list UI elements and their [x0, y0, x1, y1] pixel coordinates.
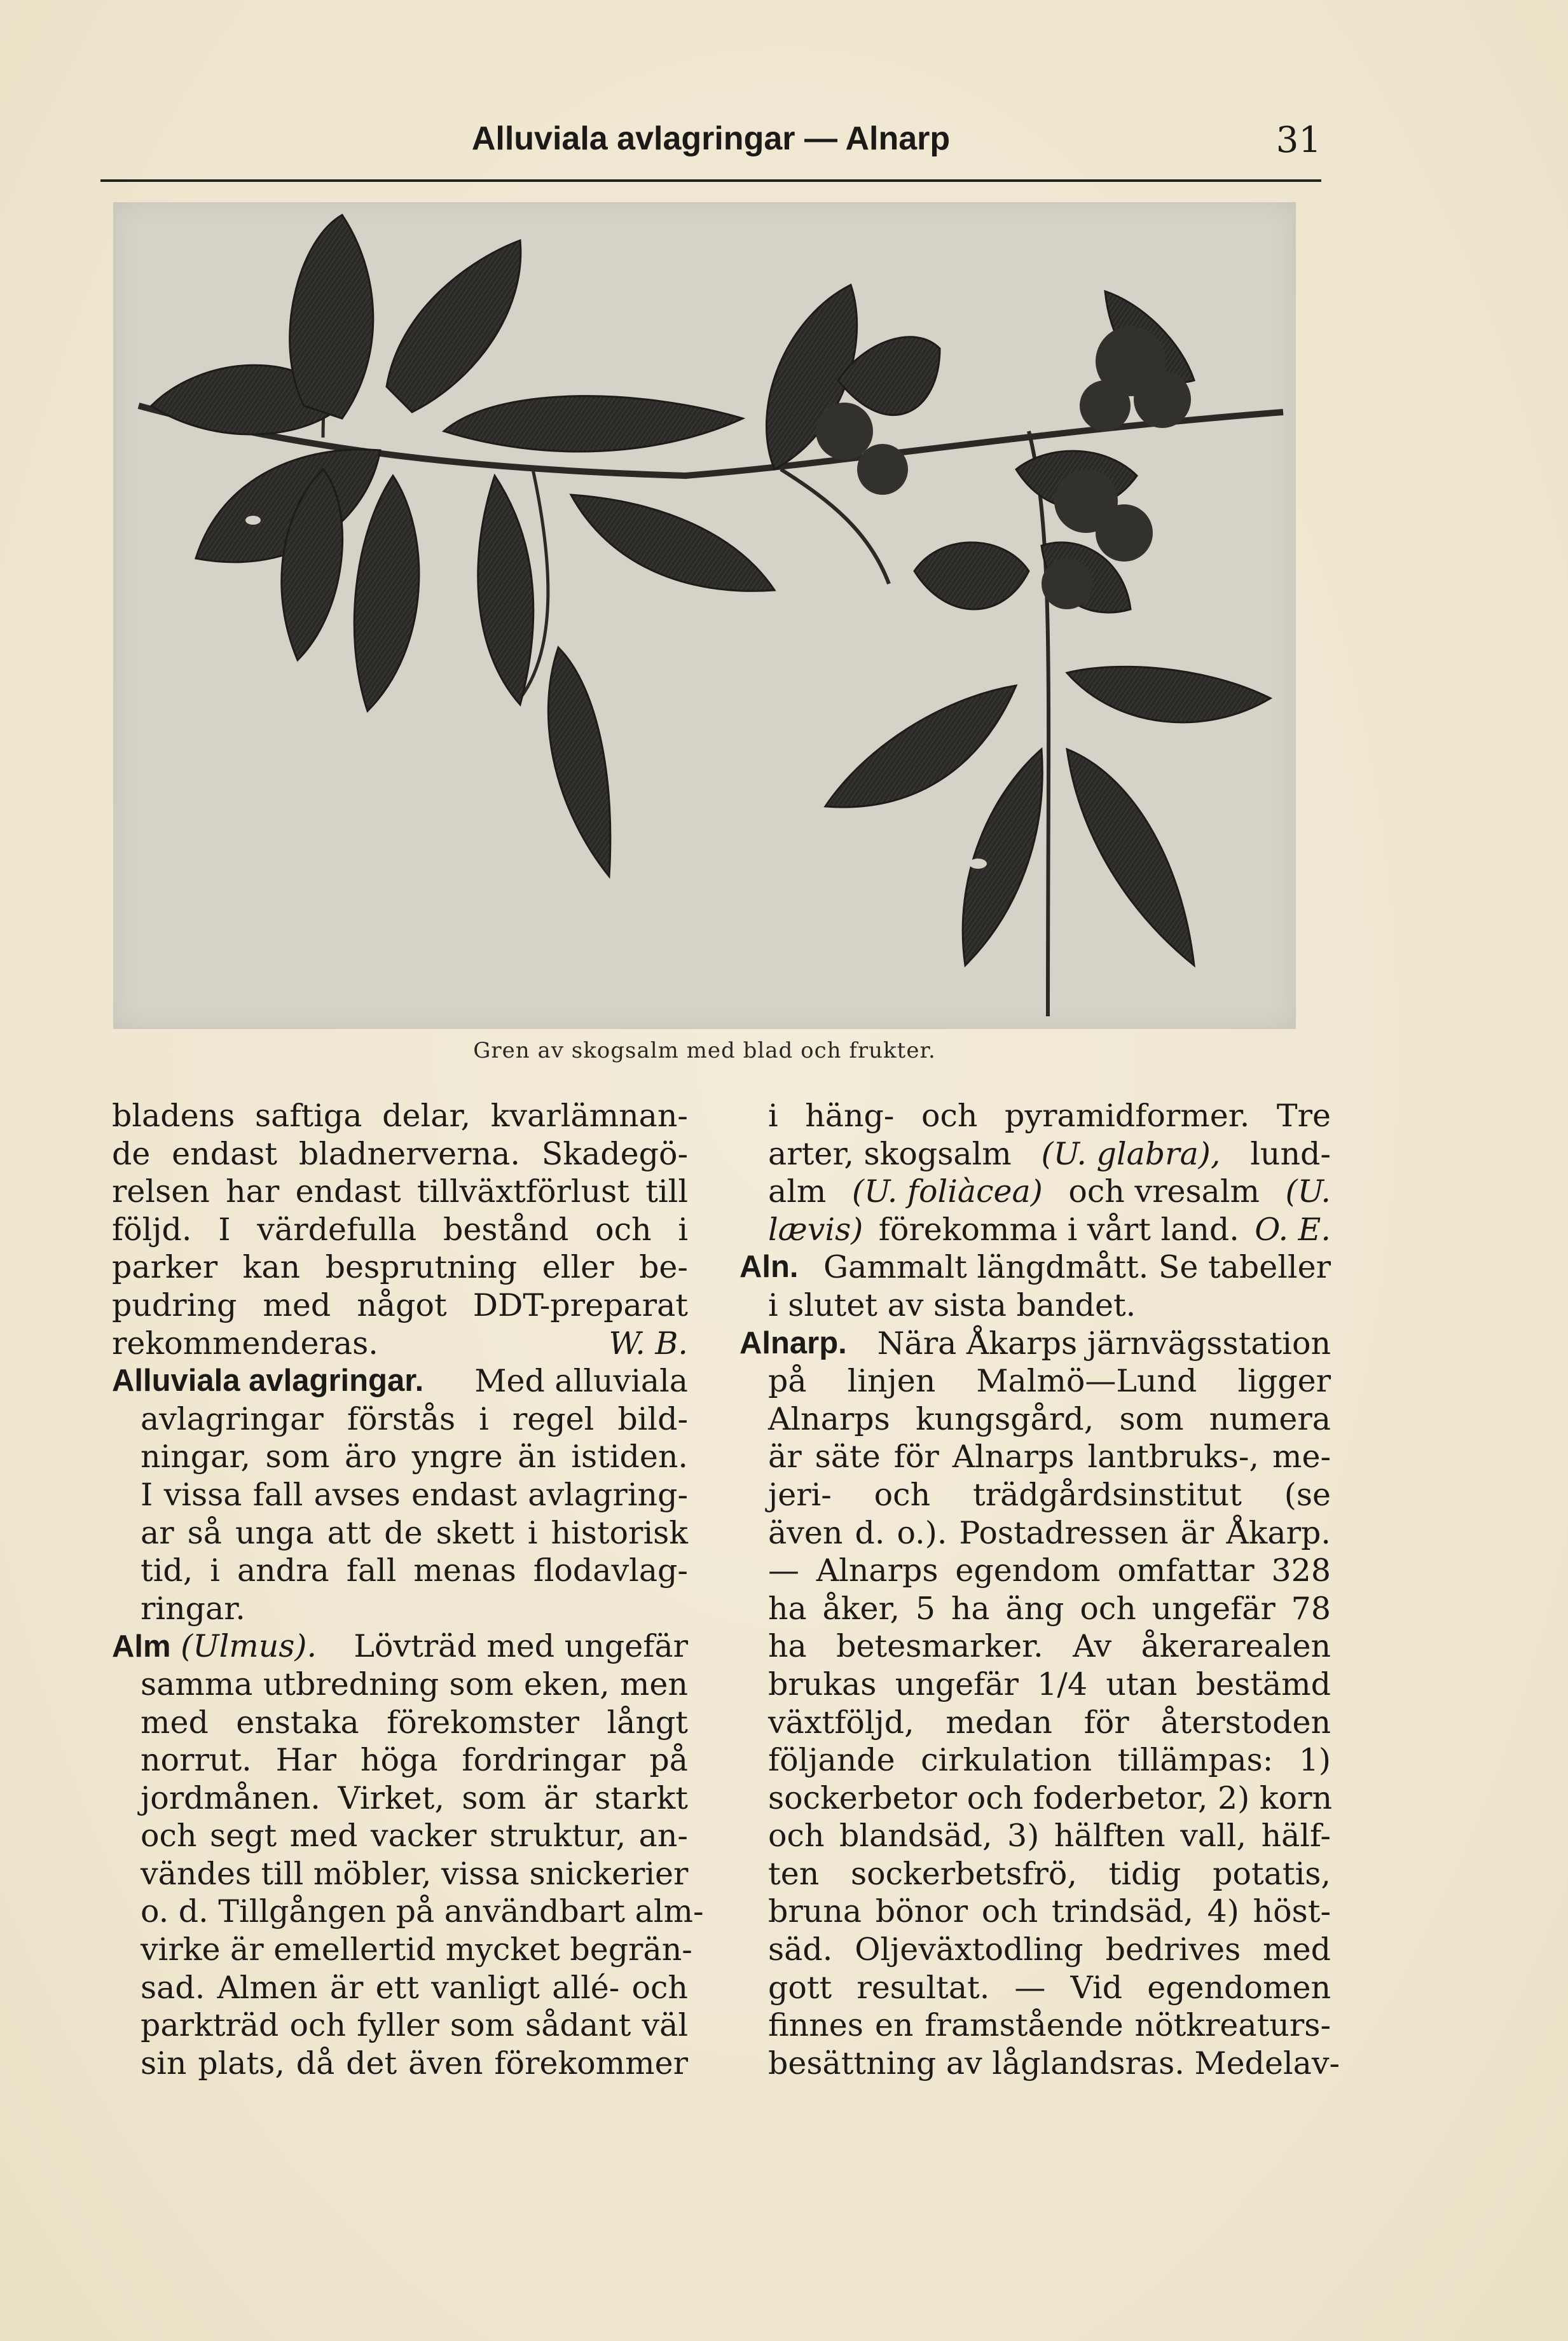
running-head: Alluviala avlagringar — Alnarp: [471, 120, 951, 157]
text-line: tid, i andra fall menas flodavlag-: [141, 1552, 688, 1589]
latin-name: (U. glabra),: [1041, 1135, 1221, 1172]
text-line: växtföljd, medan för återstoden: [768, 1704, 1331, 1741]
text-segment: lund-: [1250, 1135, 1331, 1172]
text-segment: Med alluviala: [474, 1363, 688, 1400]
text-line: ar så unga att de skett i historisk: [141, 1514, 688, 1551]
text-line: [739, 1173, 1331, 1211]
latin-name: (U. foliàcea): [851, 1173, 1043, 1210]
text-segment: alm: [768, 1173, 827, 1210]
text-line: ha åker, 5 ha äng och ungefär 78: [768, 1590, 1331, 1627]
text-line: I vissa fall avses endast avlagring-: [141, 1476, 688, 1513]
text-segment: Nära Åkarps järnvägsstation: [877, 1325, 1331, 1362]
elm-branch-illustration: [113, 202, 1296, 1029]
text-segment: förekomma i vårt land.: [878, 1211, 1239, 1248]
text-line: i slutet av sista bandet.: [768, 1287, 1136, 1323]
text-line: de endast bladnerverna. Skadegö-: [112, 1135, 688, 1172]
author-signature: W. B.: [609, 1325, 688, 1362]
entry-line: [112, 1627, 688, 1666]
text-segment: och vresalm: [1068, 1173, 1260, 1210]
text-line: [739, 1135, 1331, 1173]
text-line: ningar, som äro yngre än istiden.: [141, 1439, 688, 1475]
text-line: pudring med något DDT-preparat: [112, 1287, 688, 1323]
text-line: norrut. Har höga fordringar på: [141, 1742, 688, 1779]
text-line: sin plats, då det även förekommer: [141, 2045, 688, 2082]
text-line: på linjen Malmö—Lund ligger: [768, 1363, 1331, 1400]
text-line: brukas ungefär 1/4 utan bestämd: [768, 1666, 1331, 1702]
entry-heading: Alm: [112, 1629, 171, 1664]
text-line: besättning av låglandsras. Medelav-: [768, 2045, 1340, 2082]
text-line: Alnarps kungsgård, som numera: [768, 1400, 1331, 1437]
entry-line: [739, 1248, 1331, 1287]
latin-name: lævis): [768, 1211, 863, 1248]
entry-heading: Alnarp.: [739, 1325, 847, 1360]
entry-line: [739, 1325, 1331, 1363]
header-rule: [100, 179, 1321, 182]
text-line: bladens saftiga delar, kvarlämnan-: [112, 1098, 688, 1134]
text-line: relsen har endast tillväxtförlust till: [112, 1173, 688, 1210]
text-segment: arter, skogsalm: [768, 1135, 1012, 1172]
text-line: vändes till möbler, vissa snickerier: [141, 1855, 689, 1892]
text-line: jordmånen. Virket, som är starkt: [141, 1779, 688, 1816]
latin-name: (Ulmus).: [181, 1628, 317, 1665]
text-line: parkträd och fyller som sådant väl: [141, 2007, 688, 2044]
text-line: ha betesmarker. Av åkerarealen: [768, 1628, 1331, 1665]
text-line: och segt med vacker struktur, an-: [141, 1818, 688, 1854]
text-line: säd. Oljeväxtodling bedrives med: [768, 1931, 1331, 1968]
text-line: [739, 1211, 1331, 1249]
text-line: — Alnarps egendom omfattar 328: [768, 1552, 1331, 1589]
text-line: följd. I värdefulla bestånd och i: [112, 1211, 688, 1248]
text-line: [112, 1325, 688, 1363]
page-header: [100, 113, 1321, 183]
text-line: sad. Almen är ett vanligt allé- och: [141, 1969, 688, 2006]
text-line: ten sockerbetsfrö, tidig potatis,: [768, 1855, 1331, 1892]
text-line: med enstaka förekomster långt: [141, 1704, 688, 1741]
elm-branch-photo: [113, 202, 1296, 1029]
entry-line: [112, 1362, 688, 1400]
latin-name: (U.: [1285, 1173, 1331, 1210]
text-line: sockerbetor och foderbetor, 2) korn: [768, 1779, 1333, 1816]
text-line: bruna bönor och trindsäd, 4) höst-: [768, 1893, 1331, 1930]
entry-heading: Alluviala avlagringar.: [112, 1364, 424, 1398]
figure-caption: Gren av skogsalm med blad och frukter.: [473, 1038, 936, 1063]
author-signature: O. E.: [1255, 1211, 1331, 1248]
text-line: gott resultat. — Vid egendomen: [768, 1969, 1331, 2006]
text-line: avlagringar förstås i regel bild-: [141, 1400, 688, 1437]
text-line: samma utbredning som eken, men: [141, 1666, 688, 1702]
text-line: är säte för Alnarps lantbruks-, me-: [768, 1439, 1331, 1475]
text-segment: Gammalt längdmått. Se tabeller: [823, 1249, 1331, 1286]
left-column: [112, 1097, 704, 2082]
text-line: parker kan besprutning eller be-: [112, 1249, 688, 1286]
text-line: ringar.: [141, 1590, 245, 1627]
text-line: i häng- och pyramidformer. Tre: [768, 1098, 1331, 1134]
page-number: 31: [1276, 120, 1321, 161]
text-line: och blandsäd, 3) hälften vall, hälf-: [768, 1818, 1331, 1854]
text-line: o. d. Tillgången på användbart alm-: [141, 1893, 704, 1930]
text-line: även d. o.). Postadressen är Åkarp.: [768, 1514, 1331, 1551]
text-segment: Lövträd med ungefär: [354, 1628, 688, 1665]
right-column: [739, 1097, 1340, 2082]
text-segment: rekommenderas.: [112, 1325, 378, 1362]
text-line: jeri- och trädgårdsinstitut (se: [768, 1476, 1331, 1513]
text-line: virke är emellertid mycket begrän-: [141, 1931, 692, 1968]
entry-heading: Aln.: [739, 1250, 799, 1285]
text-line: finnes en framstående nötkreaturs-: [768, 2007, 1331, 2044]
text-line: följande cirkulation tillämpas: 1): [768, 1742, 1331, 1779]
